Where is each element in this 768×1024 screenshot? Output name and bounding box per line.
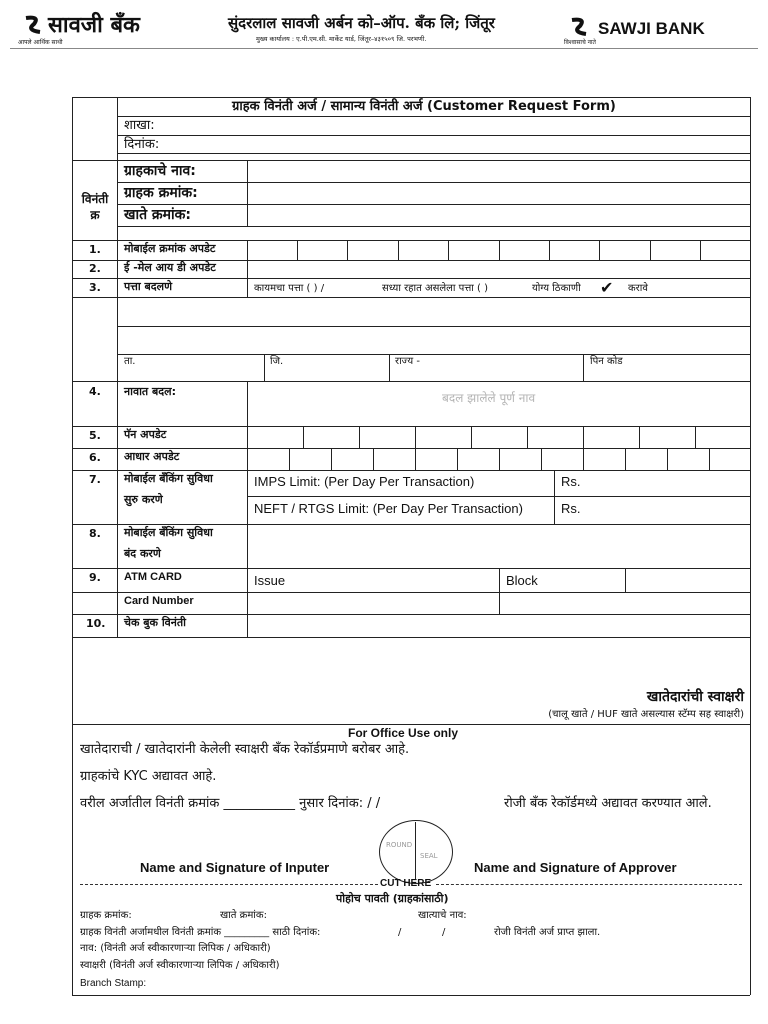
receipt-line-2-slash-2: / bbox=[442, 927, 446, 938]
branch-label: शाखा: bbox=[124, 118, 155, 133]
row-6-label: आधार अपडेट bbox=[124, 450, 180, 463]
name-change-hint: बदल झालेले पूर्ण नाव bbox=[442, 391, 536, 405]
row-1-label: मोबाईल क्रमांक अपडेट bbox=[124, 242, 216, 255]
form-title: ग्राहक विनंती अर्ज / सामान्य विनंती अर्ज (Customer Request Form) bbox=[232, 99, 616, 114]
row-9-number: 9. bbox=[89, 571, 101, 584]
neft-rs-label: Rs. bbox=[561, 501, 581, 516]
receipt-customer-number: ग्राहक क्रमांक: bbox=[80, 910, 132, 921]
card-number-label: Card Number bbox=[124, 595, 194, 607]
atm-issue-label: Issue bbox=[254, 573, 286, 588]
office-line-1: खातेदाराची / खातेदारांनी केलेली स्वाक्षरी बँक रेकॉर्डप्रमाणे बरोबर आहे. bbox=[80, 742, 410, 757]
row-3-label: पत्ता बदलणे bbox=[124, 280, 173, 293]
customer-number-label: ग्राहक क्रमांक: bbox=[124, 185, 198, 201]
row-8-label-line2: बंद करणे bbox=[124, 547, 161, 560]
cut-here-label: CUT HERE bbox=[380, 878, 432, 889]
check-mark-icon: ✔ bbox=[600, 278, 614, 297]
row-9-label: ATM CARD bbox=[124, 571, 182, 583]
row-4-number: 4. bbox=[89, 385, 101, 398]
logo-left-text: सावजी बँक bbox=[48, 12, 140, 38]
header-divider bbox=[10, 48, 758, 49]
row-6-number: 6. bbox=[89, 451, 101, 464]
receipt-name-line: नाव: (विनंती अर्ज स्वीकारणाऱ्या लिपिक / अधिकारी) bbox=[80, 943, 271, 954]
header-center-title: सुंदरलाल सावजी अर्बन को–ऑप. बँक लि; जिंतूर bbox=[228, 14, 495, 32]
seal-seal-text: SEAL bbox=[420, 852, 438, 860]
row-7-label-line2: सुरु करणे bbox=[124, 493, 163, 506]
address-do-text: करावे bbox=[628, 283, 648, 294]
account-number-label: खाते क्रमांक: bbox=[124, 207, 192, 223]
seal-round-text: ROUND bbox=[386, 841, 413, 849]
approver-signature-label: Name and Signature of Approver bbox=[474, 860, 677, 875]
receipt-account-name: खात्याचे नाव: bbox=[418, 910, 467, 921]
address-current-option: सध्या रहात असलेला पत्ता ( ) bbox=[382, 283, 489, 294]
address-permanent-option: कायमचा पत्ता ( ) / bbox=[254, 283, 325, 294]
receipt-line-2b: रोजी विनंती अर्ज प्राप्त झाला. bbox=[494, 927, 601, 938]
request-no-label: विनंती क्र bbox=[81, 192, 109, 222]
receipt-title: पोहोच पावती (ग्राहकांसाठी) bbox=[336, 892, 449, 905]
row-10-label: चेक बुक विनंती bbox=[124, 616, 187, 629]
row-10-number: 10. bbox=[86, 617, 106, 630]
bank-logo-right-icon bbox=[568, 16, 590, 38]
receipt-line-2a: ग्राहक विनंती अर्जामधील विनंती क्रमांक _________ साठी दिनांक: bbox=[80, 927, 321, 938]
row-3-number: 3. bbox=[89, 281, 101, 294]
logo-right-tagline: विश्वासाचे नाते bbox=[564, 39, 596, 46]
district-label: जि. bbox=[270, 356, 284, 367]
account-holder-signature-label: खातेदारांची स्वाक्षरी bbox=[646, 689, 744, 705]
state-label: राज्य - bbox=[395, 356, 420, 367]
row-8-label: मोबाईल बँकिंग सुविधा bbox=[124, 526, 213, 539]
receipt-line-2-slash-1: / bbox=[398, 927, 402, 938]
row-5-label: पॅन अपडेट bbox=[124, 428, 167, 441]
round-seal-placeholder bbox=[379, 820, 453, 884]
office-line-3b: रोजी बँक रेकॉर्डमध्ये अद्यावत करण्यात आले. bbox=[504, 796, 712, 811]
receipt-branch-stamp: Branch Stamp: bbox=[80, 978, 147, 989]
imps-limit-label: IMPS Limit: (Per Day Per Transaction) bbox=[254, 474, 475, 489]
signature-note: (चालू खाते / HUF खाते असल्यास स्टॅम्प सह स्वाक्षरी) bbox=[548, 709, 744, 720]
customer-name-label: ग्राहकाचे नाव: bbox=[124, 163, 196, 179]
address-correct-place-text: योग्य ठिकाणी bbox=[532, 283, 581, 294]
receipt-account-number: खाते क्रमांक: bbox=[220, 910, 267, 921]
row-8-number: 8. bbox=[89, 527, 101, 540]
logo-right-text: SAWJI BANK bbox=[598, 19, 705, 38]
date-label: दिनांक: bbox=[124, 137, 160, 152]
taluka-label: ता. bbox=[124, 356, 136, 367]
row-1-number: 1. bbox=[89, 243, 101, 256]
bank-logo-left-icon bbox=[22, 14, 44, 36]
pincode-label: पिन कोड bbox=[590, 356, 623, 367]
office-use-title: For Office Use only bbox=[348, 726, 459, 740]
office-line-3a: वरील अर्जातील विनंती क्रमांक ___________ नुसार दिनांक: / / bbox=[80, 796, 381, 811]
row-5-number: 5. bbox=[89, 429, 101, 442]
logo-left-tagline: आपले आर्थिक साथी bbox=[18, 39, 63, 46]
row-7-label: मोबाईल बँकिंग सुविधा bbox=[124, 472, 213, 485]
row-2-label: ई -मेल आय डी अपडेट bbox=[124, 261, 216, 274]
imps-rs-label: Rs. bbox=[561, 474, 581, 489]
atm-block-label: Block bbox=[506, 573, 538, 588]
row-2-number: 2. bbox=[89, 262, 101, 275]
office-line-2: ग्राहकांचे KYC अद्यावत आहे. bbox=[80, 769, 217, 784]
row-7-number: 7. bbox=[89, 473, 101, 486]
neft-limit-label: NEFT / RTGS Limit: (Per Day Per Transaction) bbox=[254, 501, 523, 516]
receipt-sign-line: स्वाक्षरी (विनंती अर्ज स्वीकारणाऱ्या लिपिक / अधिकारी) bbox=[80, 960, 280, 971]
row-4-label: नावात बदल: bbox=[124, 385, 176, 398]
header-center-address: मुख्य कार्यालय : ए.पी.एम.सी. मार्केट यार्ड, जिंतूर–४३१५०९ जि. परभणी. bbox=[256, 35, 427, 43]
inputer-signature-label: Name and Signature of Inputer bbox=[140, 860, 330, 875]
